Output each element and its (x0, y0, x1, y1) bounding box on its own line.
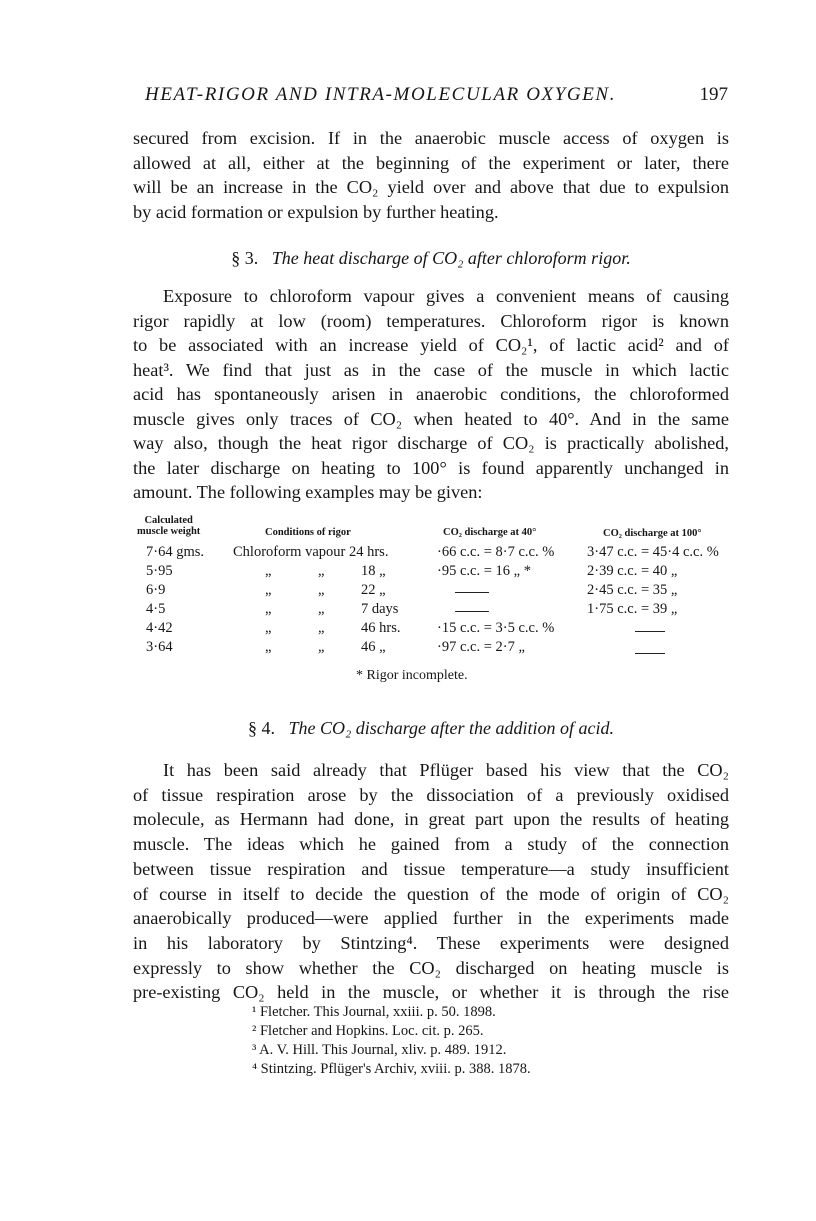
footnote-4: ⁴ Stintzing. Pflüger's Archiv, xviii. p. 388. 1878. (252, 1061, 531, 1077)
text-line: to be associated with an increase yield of CO₂¹, of lactic acid² and of (133, 335, 729, 355)
table-header-weight: Calculated muscle weight (137, 515, 201, 537)
table-note: * Rigor incomplete. (356, 668, 468, 683)
cell-duration: 46 hrs. (361, 620, 401, 636)
cell-ditto: „ (318, 620, 325, 636)
page-number: 197 (699, 84, 728, 105)
text-line: by acid formation or expulsion by further heating. (133, 201, 499, 222)
cell-co2-100: 1·75 c.c. = 39 „ (587, 601, 678, 617)
cell-co2-100: 2·45 c.c. = 35 „ (587, 582, 678, 598)
empty-cell-dash (455, 611, 489, 612)
cell-ditto: „ (265, 639, 272, 655)
cell-condition: Chloroform vapour 24 hrs. (233, 544, 389, 560)
text-line: expressly to show whether the CO₂ discharged on heating muscle is (133, 957, 729, 978)
text-line: secured from excision. If in the anaerobic muscle access of oxygen is (133, 128, 729, 148)
cell-ditto: „ (318, 563, 325, 579)
cell-ditto: „ (318, 582, 325, 598)
cell-co2-100: 3·47 c.c. = 45·4 c.c. % (587, 544, 719, 560)
text-line: muscle. The ideas which he gained from a study of the connection (133, 834, 729, 855)
cell-weight: 4·42 (146, 620, 173, 636)
text-line: pre-existing CO₂ held in the muscle, or whether it is through the rise (133, 982, 729, 1003)
text-line: way also, though the heat rigor discharge of CO₂ is practically abolished, (133, 433, 729, 453)
text-line: allowed at all, either at the beginning of the experiment or later, there (133, 152, 729, 173)
cell-duration: 18 „ (361, 563, 386, 579)
cell-weight: 3·64 (146, 639, 173, 655)
empty-cell-dash (635, 653, 665, 654)
footnote-1: ¹ Fletcher. This Journal, xxiii. p. 50. 1898. (252, 1004, 496, 1020)
text-line: Exposure to chloroform vapour gives a convenient means of causing (163, 286, 729, 306)
text-line: rigor rapidly at low (room) temperatures. Chloroform rigor is known (133, 310, 729, 331)
cell-duration: 22 „ (361, 582, 386, 598)
cell-co2-40: ·97 c.c. = 2·7 „ (437, 639, 525, 655)
table-header-co2-100: CO₂ discharge at 100° (603, 528, 702, 539)
text-line: It has been said already that Pflüger based his view that the CO₂ (163, 760, 729, 780)
cell-duration: 7 days (361, 601, 399, 617)
text-line: amount. The following examples may be given: (133, 482, 483, 502)
cell-ditto: „ (318, 601, 325, 617)
text-line: anaerobically produced—were applied further in the experiments made (133, 908, 729, 929)
section-3-heading (133, 248, 729, 269)
empty-cell-dash (635, 631, 665, 632)
section-number: § 4. (247, 718, 275, 738)
cell-co2-40: ·95 c.c. = 16 „ * (437, 563, 531, 579)
section-4-heading (133, 718, 729, 739)
text-line: of tissue respiration arose by the dissociation of a previously oxidised (133, 784, 729, 805)
section-title: The heat discharge of CO₂ after chloroform rigor. (271, 248, 631, 268)
text-line: in his laboratory by Stintzing⁴. These experiments were designed (133, 932, 729, 953)
cell-duration: 46 „ (361, 639, 386, 655)
text-line: molecule, as Hermann had done, in great part upon the results of heating (133, 809, 729, 830)
text-line: acid has spontaneously arisen in anaerobic conditions, the chloroformed (133, 384, 729, 404)
text-line: of course in itself to decide the question of the mode of origin of CO₂ (133, 883, 729, 904)
cell-weight: 6·9 (146, 582, 166, 598)
running-title: HEAT-RIGOR AND INTRA-MOLECULAR OXYGEN. (145, 84, 617, 105)
cell-co2-40: ·15 c.c. = 3·5 c.c. % (437, 620, 555, 636)
text-line: muscle gives only traces of CO₂ when heated to 40°. And in the same (133, 408, 729, 429)
text-line: between tissue respiration and tissue temperature—a study insufficient (133, 858, 729, 879)
paragraph-2 (133, 284, 729, 505)
cell-ditto: „ (265, 582, 272, 598)
empty-cell-dash (455, 592, 489, 593)
section-number: § 3. (231, 248, 259, 268)
table-header-co2-40: CO₂ discharge at 40° (443, 527, 537, 538)
cell-weight: 7·64 gms. (146, 544, 204, 560)
cell-ditto: „ (265, 620, 272, 636)
paragraph-3 (133, 758, 729, 1005)
footnote-2: ² Fletcher and Hopkins. Loc. cit. p. 265. (252, 1023, 484, 1039)
footnote-3: ³ A. V. Hill. This Journal, xliv. p. 489. 1912. (252, 1042, 507, 1058)
cell-co2-100: 2·39 c.c. = 40 „ (587, 563, 678, 579)
paragraph-1 (133, 126, 729, 224)
table-header-conditions: Conditions of rigor (265, 527, 351, 538)
cell-ditto: „ (265, 601, 272, 617)
text-line: will be an increase in the CO₂ yield over and above that due to expulsion (133, 177, 729, 197)
text-line: heat³. We find that just as in the case of the muscle in which lactic (133, 359, 729, 380)
running-header (133, 84, 728, 110)
text-line: the later discharge on heating to 100° is found apparently unchanged in (133, 457, 729, 478)
cell-weight: 5·95 (146, 563, 173, 579)
cell-weight: 4·5 (146, 601, 166, 617)
cell-co2-40: ·66 c.c. = 8·7 c.c. % (437, 544, 555, 560)
section-title: The CO₂ discharge after the addition of acid. (288, 718, 615, 738)
cell-ditto: „ (318, 639, 325, 655)
cell-ditto: „ (265, 563, 272, 579)
